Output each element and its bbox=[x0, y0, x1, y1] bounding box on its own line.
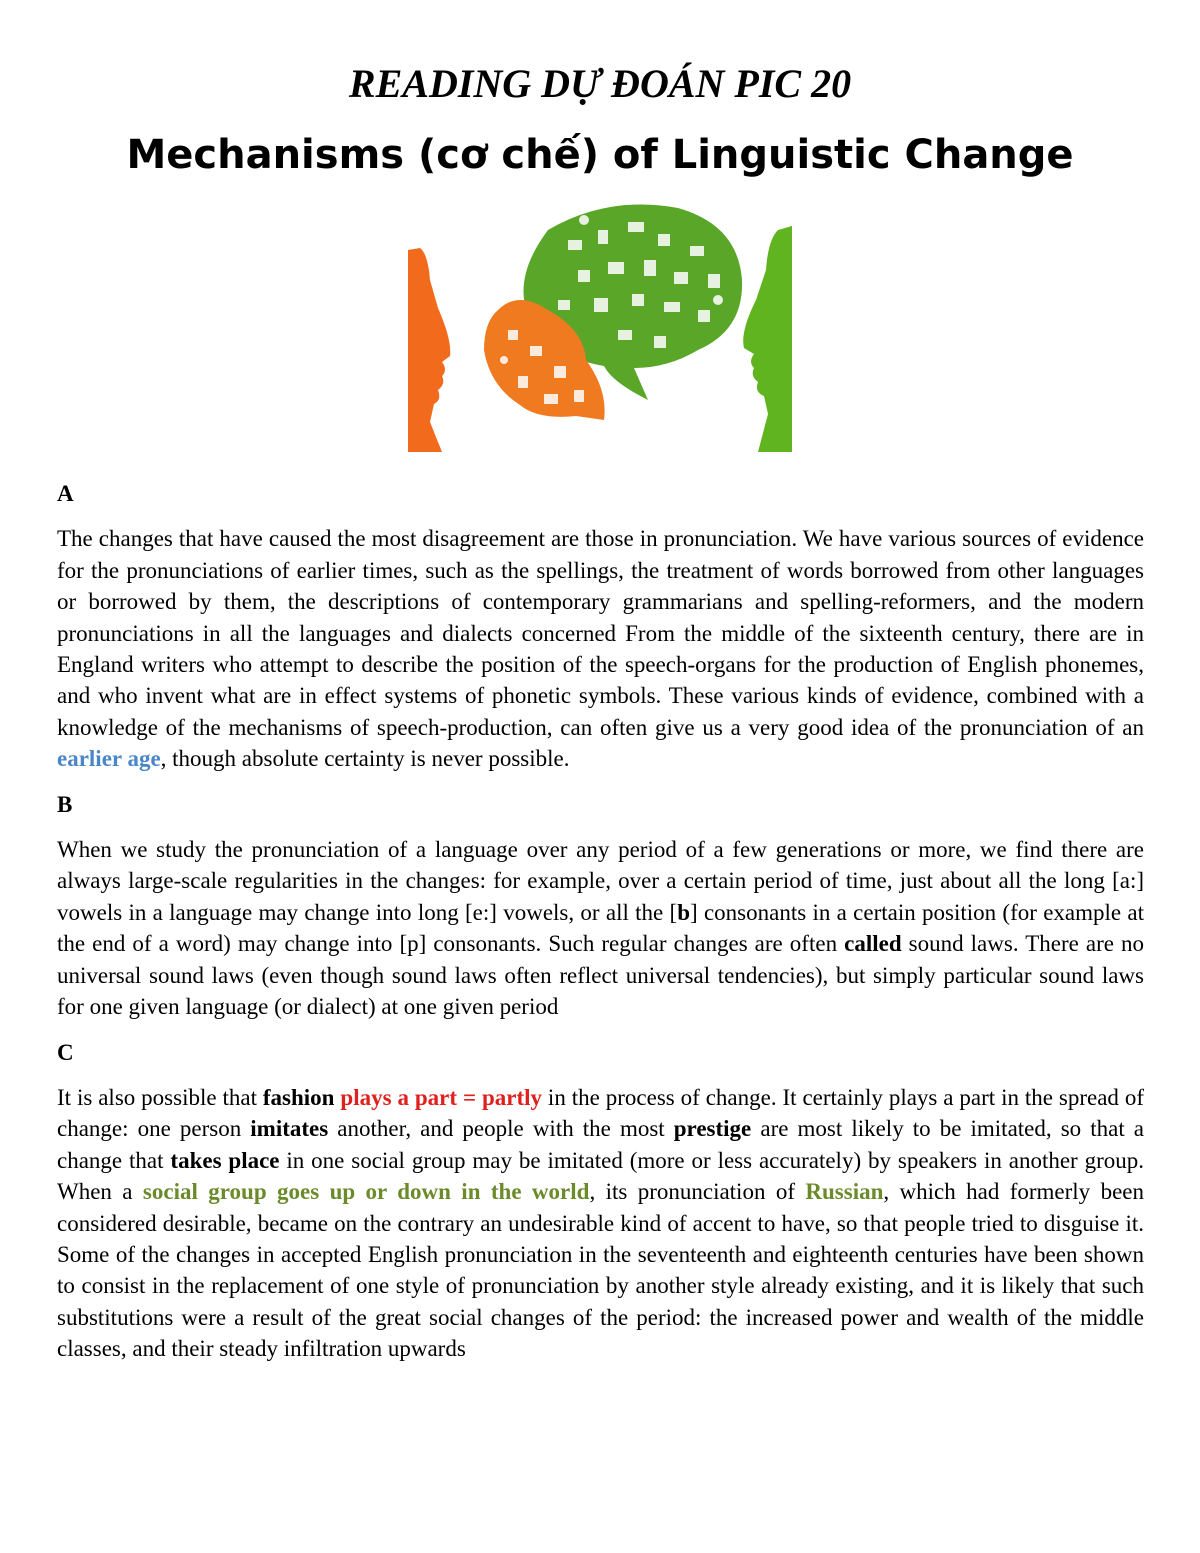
text-run: The changes that have caused the most disagreement are those in pronunciation. We have various sources of evidence for the pronunciations of earlier times, such as the spellings, the treatment of words borrowed from other languages or borrowed by them, the descriptions of contemporary grammarians and spelling-reformers, and the modern pronunciations in all the languages and dialects concerned From the middle of the sixteenth century, there are in England writers who attempt to describe the position of the speech-organs for the production of English phonemes, and who invent what are in effect systems of phonetic symbols. These various kinds of evidence, combined with a knowledge of the mechanisms of speech-production, can often give us a very good idea of the pronunciation of an bbox=[57, 526, 1144, 740]
highlight-social-group: social group goes up or down in the world bbox=[142, 1179, 590, 1205]
section-c-label: C bbox=[57, 1039, 74, 1065]
text-run: When we study the pronunciation of a language over any period of a few generations or more, we find there are always large-scale regularities in the changes: for example, over a certain period of time, just about all the long [a:] vowels in a language may change into long [e:] vowels, or all the [ bbox=[57, 837, 1144, 925]
section-a-label: A bbox=[57, 481, 74, 506]
page-title: READING DỰ ĐOÁN PIC 20 bbox=[348, 61, 852, 106]
section-b-paragraph bbox=[57, 834, 1144, 1022]
page-subtitle: Mechanisms (cơ chế) of Linguistic Change bbox=[126, 132, 1074, 178]
section-c-paragraph bbox=[57, 1082, 1144, 1365]
article-body bbox=[57, 478, 1144, 1379]
text-run: are most likely to be imitated, so that a change that bbox=[57, 1116, 1145, 1173]
text-run: It is also possible that bbox=[57, 1084, 263, 1110]
bold-run: b bbox=[677, 899, 691, 925]
two-faces-speech-bubble-icon bbox=[408, 190, 792, 452]
section-a-paragraph bbox=[57, 523, 1144, 774]
bold-run: takes place bbox=[170, 1147, 280, 1173]
bold-run: fashion bbox=[262, 1084, 335, 1110]
text-run: another, and people with the most bbox=[328, 1116, 674, 1142]
text-run: sound laws. There are no universal sound laws (even though sound laws often reflect universal tendencies), but simply particular sound laws for one given language (or dialect) at one given period bbox=[57, 931, 1145, 1020]
highlight-russian: Russian bbox=[805, 1179, 884, 1205]
text-run: ] consonants in a certain position (for example at the end of a word) may change into [p] consonants. Such regular changes are often bbox=[57, 899, 1144, 957]
highlight-earlier-age: earlier age bbox=[57, 746, 161, 772]
bold-run: imitates bbox=[250, 1116, 329, 1142]
bold-run: called bbox=[844, 931, 902, 957]
text-run: in the process of change. It certainly plays a part in the spread of change: one person bbox=[57, 1084, 1144, 1142]
text-run: , its pronunciation of bbox=[589, 1179, 806, 1205]
text-run: in one social group may be imitated (more or less accurately) by speakers in another group. When a bbox=[57, 1147, 1145, 1205]
section-b-label: B bbox=[57, 791, 73, 817]
text-run: , which had formerly been considered desirable, became on the contrary an undesirable kind of accent to have, so that people tried to disguise it. Some of the changes in accepted English pronunciation in the seventeenth and eighteenth centuries have been shown to consist in the replacement of one style of pronunciation by another style already existing, and it is likely that such substitutions were a result of the great social changes of the period: the increased power and wealth of the middle classes, and their steady infiltration upwards bbox=[57, 1179, 1144, 1362]
highlight-plays-a-part: plays a part = partly bbox=[340, 1084, 543, 1110]
bold-run: prestige bbox=[673, 1116, 752, 1142]
text-run: , though absolute certainty is never possible. bbox=[160, 746, 570, 772]
